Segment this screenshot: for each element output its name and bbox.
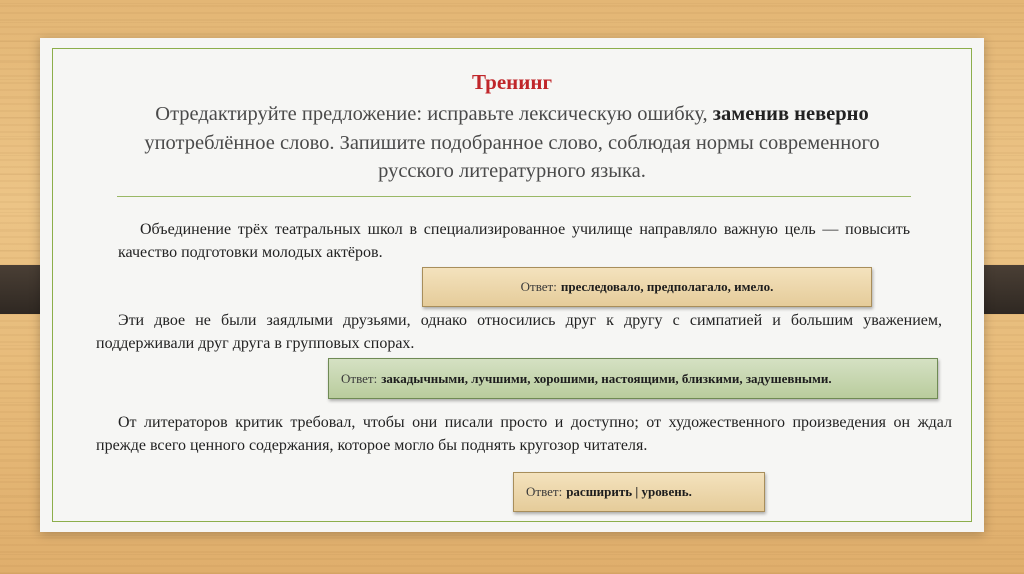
exercise-1-answer-box[interactable]	[422, 267, 872, 307]
exercise-2-answer-box[interactable]	[328, 358, 938, 399]
answer-label: Ответ:	[520, 279, 557, 294]
answer-value: расширить | уровень.	[566, 484, 692, 499]
exercise-2-sentence: Эти двое не были заядлыми друзьями, однако относились друг к другу с симпатией и большим уважением, поддерживали друг друга в групповых спорах.	[96, 312, 942, 352]
instruction-emphasis: заменив неверно	[712, 103, 869, 125]
slide-title: Тренинг	[471, 70, 553, 94]
answer-value: преследовало, предполагало, имело.	[560, 279, 774, 294]
instruction-part-1: Отредактируйте предложение: исправьте лексическую ошибку,	[155, 103, 708, 125]
slide-card	[40, 38, 984, 532]
answer-label: Ответ:	[341, 370, 378, 386]
instruction-text	[112, 100, 912, 186]
left-decor-bar	[0, 265, 42, 314]
answer-label: Ответ:	[526, 484, 563, 499]
divider-line	[117, 196, 911, 197]
exercise-1-sentence: Объединение трёх театральных школ в специализированное училище направляло важную цель — повысить качество подготовки молодых актёров.	[118, 221, 910, 261]
instruction-part-2: употреблённое слово. Запишите подобранное слово, соблюдая нормы современного русского литературного языка.	[144, 131, 880, 182]
exercise-3-sentence: От литераторов критик требовал, чтобы они писали просто и доступно; от художественного произведения он ждал прежде всего ценного содержания, которое могло бы поднять кругозор читателя.	[96, 414, 952, 454]
exercise-3-answer-box[interactable]	[513, 472, 765, 512]
answer-value: закадычными, лучшими, хорошими, настоящими, близкими, задушевными.	[381, 370, 832, 386]
